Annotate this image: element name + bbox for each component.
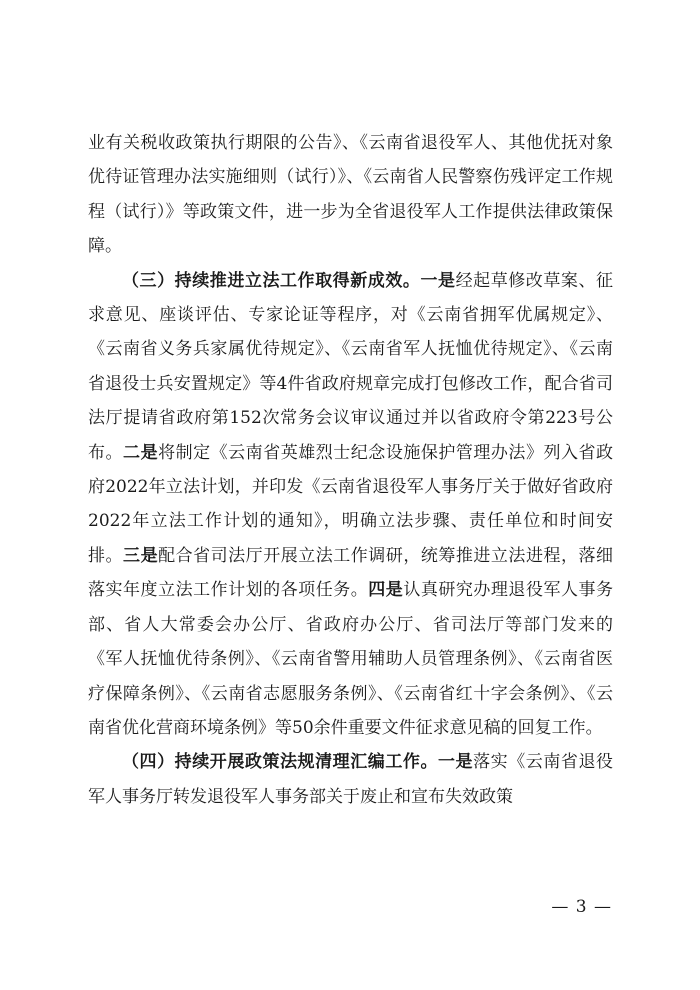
- paragraph: [88, 264, 613, 746]
- text-run: 业有关税收政策执行期限的公告》、《云南省退役军人、其他优抚对象优待证管理办法实施细则（试行）》、《云南省人民警察伤残评定工作规程（试行）》等政策文件，进一步为全省退役军人工作提供法律政策保障。: [88, 133, 613, 257]
- paragraph: [88, 745, 613, 814]
- bold-text-run: 一是: [438, 752, 474, 773]
- bold-text-run: 四是: [368, 580, 404, 601]
- bold-text-run: （三）持续推进立法工作取得新成效。: [122, 270, 421, 291]
- text-run: 将制定《云南省英雄烈士纪念设施保护管理办法》列入省政府2022年立法计划，并印发《云南省退役军人事务厅关于做好省政府2022年立法工作计划的通知》，明确立法步骤、责任单位和时间安排。: [88, 442, 614, 566]
- bold-text-run: （四）持续开展政策法规清理汇编工作。: [122, 752, 438, 773]
- text-run: 落实《云南省退役军人事务厅转发退役军人事务部关于废止和宣布失效政策: [88, 752, 614, 807]
- text-run: 认真研究办理退役军人事务部、省人大常委会办公厅、省政府办公厅、省司法厅等部门发来的《军人抚恤优待条例》、《云南省警用辅助人员管理条例》、《云南省医疗保障条例》、《云南省志愿服务条例》、《云南省红十字会条例》、《云南省优化营商环境条例》等50余件重要文件征求意见稿的回复工作。: [88, 580, 614, 738]
- text-run: 配合省司法厅开展立法工作调研，统筹推进立法进程，落细落实年度立法工作计划的各项任务。: [88, 545, 614, 601]
- bold-text-run: 三是: [123, 545, 159, 566]
- document-body: [88, 126, 613, 814]
- page-number: — 3 —: [551, 897, 612, 917]
- bold-text-run: 二是: [123, 442, 159, 463]
- paragraph: [88, 126, 613, 264]
- text-run: 经起草修改草案、征求意见、座谈评估、专家论证等程序，对《云南省拥军优属规定》、《云南省义务兵家属优待规定》、《云南省军人抚恤优待规定》、《云南省退役士兵安置规定》等4件省政府规章完成打包修改工作，配合省司法厅提请省政府第152次常务会议审议通过并以省政府令第223号公布。: [88, 270, 614, 463]
- bold-text-run: 一是: [420, 270, 456, 291]
